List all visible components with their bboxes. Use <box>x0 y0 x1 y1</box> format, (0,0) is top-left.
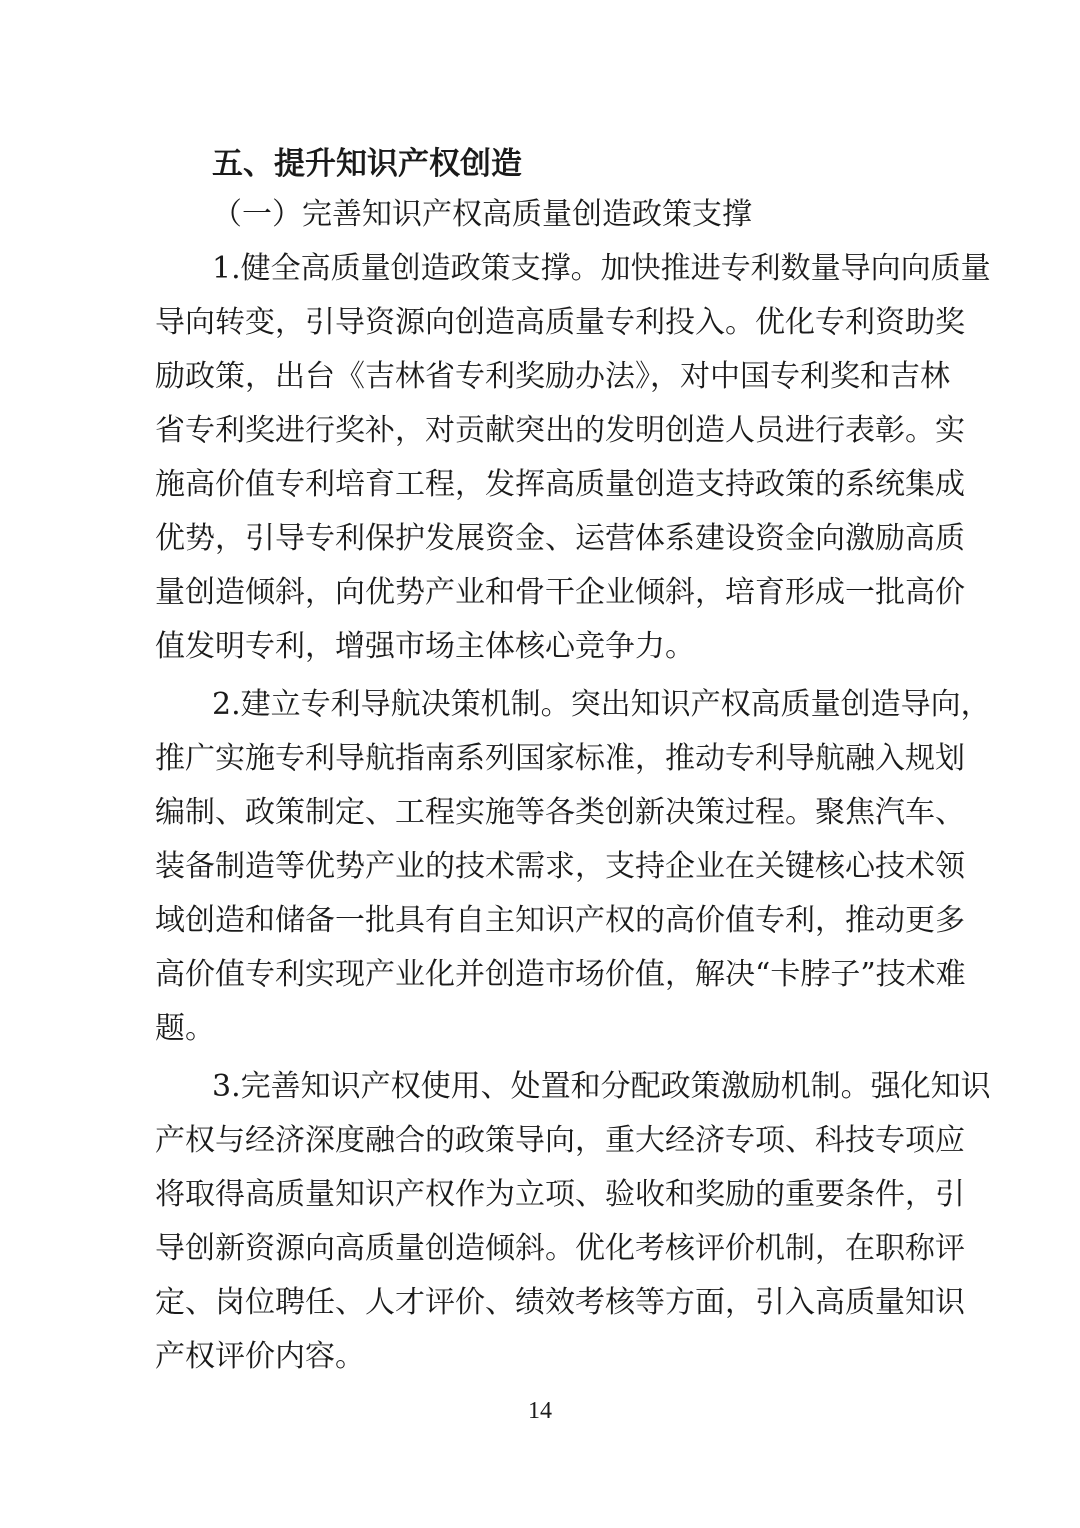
page-number: 14 <box>528 1398 552 1424</box>
paragraph-1-line-2: 导向转变，引导资源向创造高质量专利投入。优化专利资助奖 <box>155 305 965 340</box>
paragraph-2-line-7: 题。 <box>155 1011 215 1046</box>
paragraph-1-line-5: 施高价值专利培育工程，发挥高质量创造支持政策的系统集成 <box>155 467 965 502</box>
paragraph-3-line-6: 产权评价内容。 <box>155 1339 365 1374</box>
paragraph-1-line-3: 励政策，出台《吉林省专利奖励办法》，对中国专利奖和吉林 <box>155 359 950 394</box>
paragraph-3-line-4: 导创新资源向高质量创造倾斜。优化考核评价机制，在职称评 <box>155 1231 965 1266</box>
section-heading: 五、提升知识产权创造 <box>212 146 522 182</box>
paragraph-1-line-6: 优势，引导专利保护发展资金、运营体系建设资金向激励高质 <box>155 521 965 556</box>
paragraph-1-line-7: 量创造倾斜，向优势产业和骨干企业倾斜，培育形成一批高价 <box>155 575 965 610</box>
paragraph-3-line-2: 产权与经济深度融合的政策导向，重大经济专项、科技专项应 <box>155 1123 965 1158</box>
paragraph-2-line-4: 装备制造等优势产业的技术需求，支持企业在关键核心技术领 <box>155 849 965 884</box>
paragraph-2-line-3: 编制、政策制定、工程实施等各类创新决策过程。聚焦汽车、 <box>155 795 965 830</box>
paragraph-1-line-1: 1.健全高质量创造政策支撑。加快推进专利数量导向向质量 <box>212 251 991 286</box>
paragraph-1-line-8: 值发明专利，增强市场主体核心竞争力。 <box>155 629 695 664</box>
subsection-heading: （一）完善知识产权高质量创造政策支撑 <box>212 197 752 232</box>
paragraph-3-line-1: 3.完善知识产权使用、处置和分配政策激励机制。强化知识 <box>212 1069 991 1104</box>
paragraph-3-line-3: 将取得高质量知识产权作为立项、验收和奖励的重要条件，引 <box>155 1177 965 1212</box>
paragraph-2-line-2: 推广实施专利导航指南系列国家标准，推动专利导航融入规划 <box>155 741 965 776</box>
paragraph-2-line-6: 高价值专利实现产业化并创造市场价值，解决“卡脖子”技术难 <box>155 957 966 992</box>
paragraph-2-line-5: 域创造和储备一批具有自主知识产权的高价值专利，推动更多 <box>155 903 965 938</box>
paragraph-3-line-5: 定、岗位聘任、人才评价、绩效考核等方面，引入高质量知识 <box>155 1285 965 1320</box>
paragraph-2-line-1: 2.建立专利导航决策机制。突出知识产权高质量创造导向， <box>212 687 991 722</box>
paragraph-1-line-4: 省专利奖进行奖补，对贡献突出的发明创造人员进行表彰。实 <box>155 413 965 448</box>
